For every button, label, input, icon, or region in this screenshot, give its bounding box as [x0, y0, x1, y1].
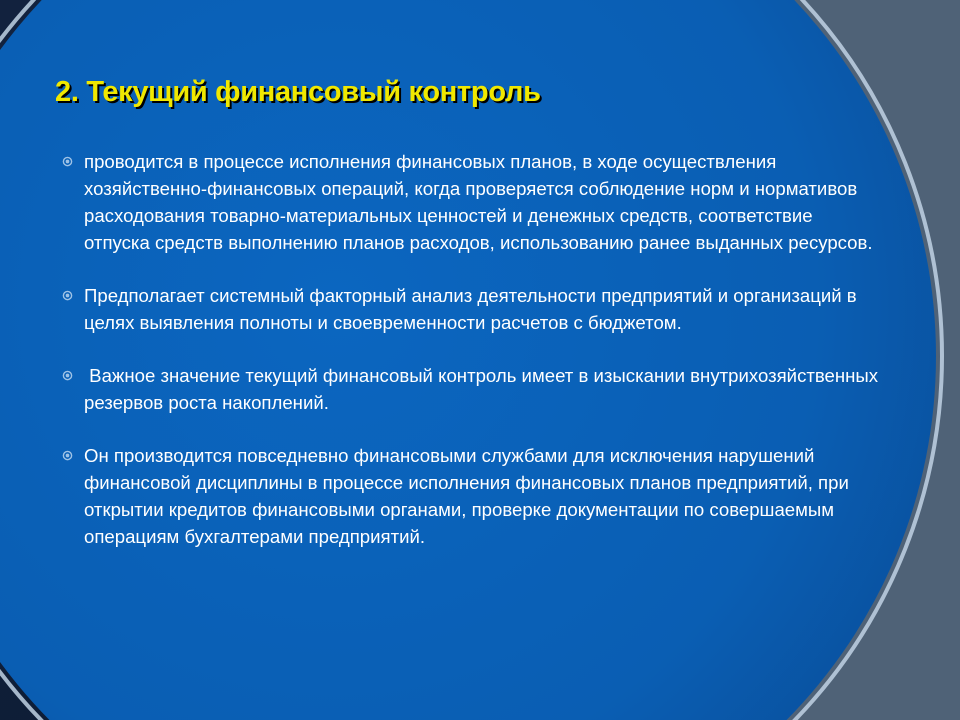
- bullet-item: [62, 362, 882, 416]
- bullet-item: [62, 282, 882, 336]
- slide-title: 2. Текущий финансовый контроль: [55, 76, 541, 108]
- bullet-circle-icon: [62, 370, 73, 381]
- bullet-circle-icon: [62, 450, 73, 461]
- bullet-list: [62, 148, 882, 550]
- bullet-circle-icon: [62, 290, 73, 301]
- bullet-text: Предполагает системный факторный анализ деятельности предприятий и организаций в целях выявления полноты и своевременности расчетов с бюджетом.: [84, 285, 857, 333]
- bullet-circle-icon: [62, 156, 73, 167]
- bullet-text: проводится в процессе исполнения финансовых планов, в ходе осуществления хозяйственно-финансовых операций, когда проверяется соблюдение норм и нормативов расходования товарно-материальных ценностей и денежных средств, соответствие отпуска средств выполнению планов расходов, использованию ранее выданных ресурсов.: [84, 151, 873, 253]
- bullet-item: [62, 442, 882, 550]
- bullet-text: Он производится повседневно финансовыми службами для исключения нарушений финансовой дисциплины в процессе исполнения финансовых планов предприятий, при открытии кредитов финансовыми органами, проверке документации по совершаемым операциям бухгалтерами предприятий.: [84, 445, 849, 547]
- bullet-item: [62, 148, 882, 256]
- bullet-text: Важное значение текущий финансовый контроль имеет в изыскании внутрихозяйственных резервов роста накоплений.: [84, 365, 884, 413]
